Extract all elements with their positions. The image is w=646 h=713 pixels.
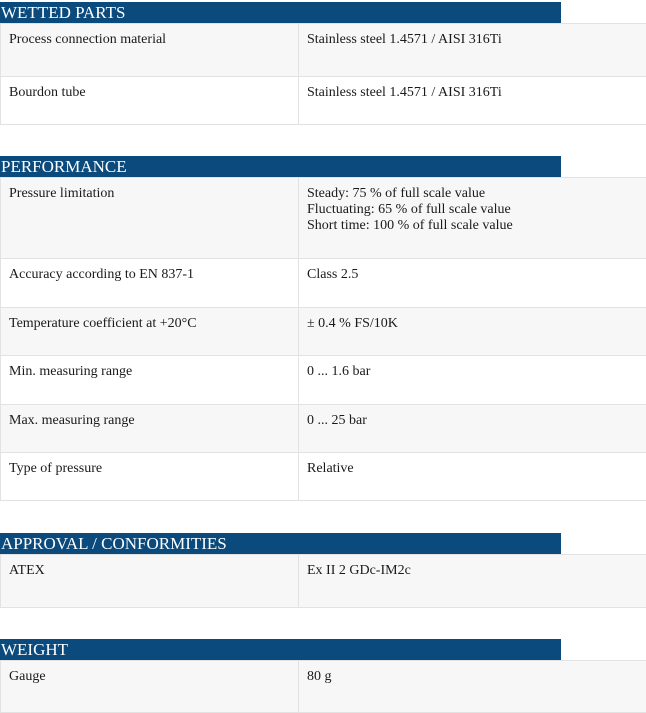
row-value	[299, 308, 646, 356]
spec-table	[0, 23, 646, 125]
row-value	[299, 453, 646, 501]
section-weight	[0, 639, 646, 713]
spec-table	[0, 554, 646, 608]
row-value	[299, 77, 646, 125]
table-row	[1, 661, 646, 713]
section-performance	[0, 156, 646, 501]
row-value	[299, 405, 646, 453]
value-line: Stainless steel 1.4571 / AISI 316Ti	[307, 32, 638, 48]
value-line: Steady: 75 % of full scale value	[307, 186, 638, 202]
row-label: Max. measuring range	[1, 405, 299, 453]
table-row	[1, 308, 646, 356]
row-label: Type of pressure	[1, 453, 299, 501]
table-row	[1, 555, 646, 608]
value-line: 0 ... 1.6 bar	[307, 364, 638, 380]
table-row	[1, 24, 646, 77]
section-header: APPROVAL / CONFORMITIES	[0, 533, 561, 554]
value-line: Stainless steel 1.4571 / AISI 316Ti	[307, 85, 638, 101]
value-line: Short time: 100 % of full scale value	[307, 218, 638, 234]
row-label: ATEX	[1, 555, 299, 608]
row-value	[299, 24, 646, 77]
row-value	[299, 356, 646, 405]
row-label: Pressure limitation	[1, 178, 299, 259]
table-row	[1, 178, 646, 259]
row-label: Process connection material	[1, 24, 299, 77]
section-wetted-parts	[0, 2, 646, 125]
row-label: Temperature coefficient at +20°C	[1, 308, 299, 356]
row-value	[299, 259, 646, 308]
row-label: Gauge	[1, 661, 299, 713]
value-line: 0 ... 25 bar	[307, 413, 638, 429]
row-value	[299, 555, 646, 608]
row-value	[299, 661, 646, 713]
table-row	[1, 356, 646, 405]
value-line: ± 0.4 % FS/10K	[307, 316, 638, 332]
value-line: 80 g	[307, 669, 638, 685]
section-header: PERFORMANCE	[0, 156, 561, 177]
row-label: Bourdon tube	[1, 77, 299, 125]
value-line: Ex II 2 GDc-IM2c	[307, 563, 638, 579]
spec-table	[0, 177, 646, 501]
table-row	[1, 259, 646, 308]
section-header: WETTED PARTS	[0, 2, 561, 23]
table-row	[1, 453, 646, 501]
row-label: Min. measuring range	[1, 356, 299, 405]
table-row	[1, 77, 646, 125]
section-header: WEIGHT	[0, 639, 561, 660]
row-value	[299, 178, 646, 259]
value-line: Fluctuating: 65 % of full scale value	[307, 202, 638, 218]
section-approval-conformities	[0, 533, 646, 608]
spec-table	[0, 660, 646, 713]
value-line: Relative	[307, 461, 638, 477]
value-line: Class 2.5	[307, 267, 638, 283]
table-row	[1, 405, 646, 453]
row-label: Accuracy according to EN 837-1	[1, 259, 299, 308]
